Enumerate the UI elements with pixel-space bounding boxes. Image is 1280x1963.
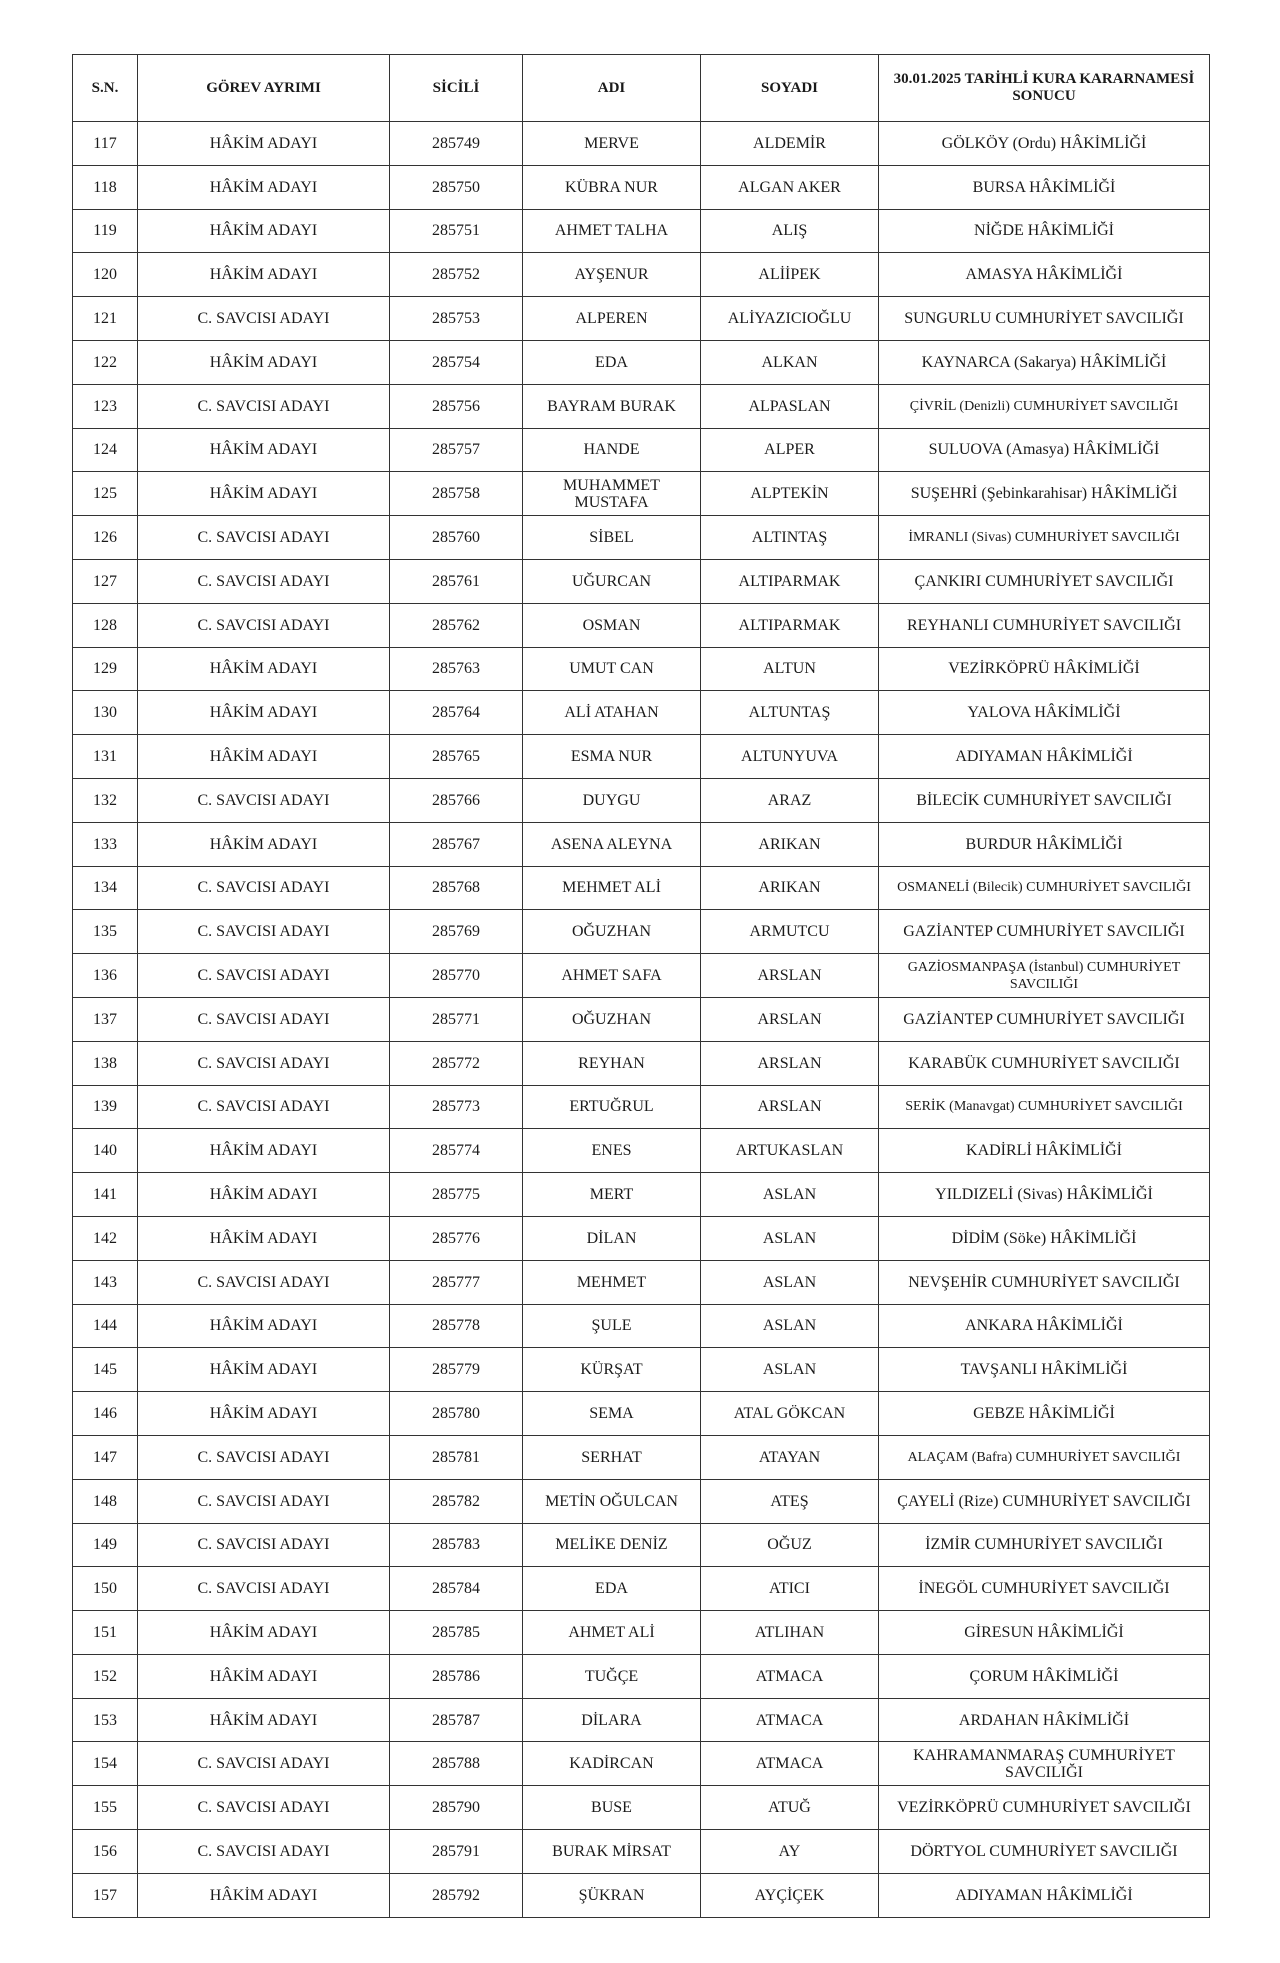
- cell-adi: AHMET SAFA: [523, 954, 701, 998]
- cell-gorev-ayrimi: HÂKİM ADAYI: [138, 209, 390, 253]
- cell-kura-sonucu: İNEGÖL CUMHURİYET SAVCILIĞI: [879, 1567, 1210, 1611]
- cell-sicili: 285792: [390, 1873, 523, 1917]
- cell-sn: 157: [73, 1873, 138, 1917]
- cell-kura-sonucu: ANKARA HÂKİMLİĞİ: [879, 1304, 1210, 1348]
- header-row: [73, 55, 1210, 122]
- document-sheet: [72, 54, 1209, 1918]
- cell-sicili: 285780: [390, 1392, 523, 1436]
- table-row: [73, 866, 1210, 910]
- cell-soyadi: AY: [701, 1830, 879, 1874]
- cell-sn: 146: [73, 1392, 138, 1436]
- cell-adi: OĞUZHAN: [523, 997, 701, 1041]
- table-row: [73, 1698, 1210, 1742]
- cell-adi: AHMET TALHA: [523, 209, 701, 253]
- cell-sicili: 285756: [390, 384, 523, 428]
- cell-kura-sonucu: YILDIZELİ (Sivas) HÂKİMLİĞİ: [879, 1173, 1210, 1217]
- cell-soyadi: OĞUZ: [701, 1523, 879, 1567]
- cell-gorev-ayrimi: HÂKİM ADAYI: [138, 1873, 390, 1917]
- header-adi: ADI: [523, 55, 701, 122]
- table-row: [73, 559, 1210, 603]
- cell-sicili: 285765: [390, 735, 523, 779]
- cell-kura-sonucu: BURDUR HÂKİMLİĞİ: [879, 822, 1210, 866]
- cell-gorev-ayrimi: HÂKİM ADAYI: [138, 1216, 390, 1260]
- cell-adi: MUHAMMET MUSTAFA: [523, 472, 701, 516]
- cell-sicili: 285788: [390, 1742, 523, 1786]
- table-row: [73, 735, 1210, 779]
- cell-sn: 132: [73, 778, 138, 822]
- cell-adi: EDA: [523, 1567, 701, 1611]
- cell-soyadi: ALTIPARMAK: [701, 559, 879, 603]
- cell-sn: 118: [73, 165, 138, 209]
- cell-gorev-ayrimi: HÂKİM ADAYI: [138, 735, 390, 779]
- cell-sicili: 285772: [390, 1041, 523, 1085]
- cell-sn: 119: [73, 209, 138, 253]
- cell-kura-sonucu: TAVŞANLI HÂKİMLİĞİ: [879, 1348, 1210, 1392]
- cell-gorev-ayrimi: HÂKİM ADAYI: [138, 647, 390, 691]
- cell-gorev-ayrimi: C. SAVCISI ADAYI: [138, 1435, 390, 1479]
- table-row: [73, 428, 1210, 472]
- table-row: [73, 1479, 1210, 1523]
- cell-sn: 131: [73, 735, 138, 779]
- table-row: [73, 1435, 1210, 1479]
- cell-kura-sonucu: GİRESUN HÂKİMLİĞİ: [879, 1611, 1210, 1655]
- cell-adi: BAYRAM BURAK: [523, 384, 701, 428]
- table-row: [73, 647, 1210, 691]
- table-row: [73, 1567, 1210, 1611]
- cell-sicili: 285753: [390, 297, 523, 341]
- cell-sicili: 285786: [390, 1654, 523, 1698]
- table-row: [73, 1129, 1210, 1173]
- cell-sn: 156: [73, 1830, 138, 1874]
- cell-gorev-ayrimi: C. SAVCISI ADAYI: [138, 954, 390, 998]
- cell-adi: METİN OĞULCAN: [523, 1479, 701, 1523]
- table-row: [73, 1085, 1210, 1129]
- cell-sicili: 285787: [390, 1698, 523, 1742]
- cell-kura-sonucu: GAZİANTEP CUMHURİYET SAVCILIĞI: [879, 997, 1210, 1041]
- cell-adi: KÜRŞAT: [523, 1348, 701, 1392]
- cell-sicili: 285760: [390, 516, 523, 560]
- cell-gorev-ayrimi: HÂKİM ADAYI: [138, 340, 390, 384]
- cell-sicili: 285771: [390, 997, 523, 1041]
- cell-gorev-ayrimi: C. SAVCISI ADAYI: [138, 1041, 390, 1085]
- cell-sicili: 285774: [390, 1129, 523, 1173]
- cell-adi: AYŞENUR: [523, 253, 701, 297]
- table-row: [73, 1260, 1210, 1304]
- cell-soyadi: ARSLAN: [701, 1085, 879, 1129]
- cell-sicili: 285762: [390, 603, 523, 647]
- cell-sn: 133: [73, 822, 138, 866]
- cell-sn: 144: [73, 1304, 138, 1348]
- cell-kura-sonucu: AMASYA HÂKİMLİĞİ: [879, 253, 1210, 297]
- cell-sicili: 285757: [390, 428, 523, 472]
- cell-kura-sonucu: ÇAYELİ (Rize) CUMHURİYET SAVCILIĞI: [879, 1479, 1210, 1523]
- table-row: [73, 384, 1210, 428]
- table-row: [73, 997, 1210, 1041]
- cell-sn: 136: [73, 954, 138, 998]
- cell-sn: 145: [73, 1348, 138, 1392]
- cell-kura-sonucu: YALOVA HÂKİMLİĞİ: [879, 691, 1210, 735]
- cell-kura-sonucu: SULUOVA (Amasya) HÂKİMLİĞİ: [879, 428, 1210, 472]
- cell-adi: MEHMET: [523, 1260, 701, 1304]
- cell-adi: SEMA: [523, 1392, 701, 1436]
- cell-kura-sonucu: ÇİVRİL (Denizli) CUMHURİYET SAVCILIĞI: [879, 384, 1210, 428]
- cell-gorev-ayrimi: HÂKİM ADAYI: [138, 1129, 390, 1173]
- cell-adi: ALİ ATAHAN: [523, 691, 701, 735]
- cell-kura-sonucu: ÇANKIRI CUMHURİYET SAVCILIĞI: [879, 559, 1210, 603]
- cell-kura-sonucu: GEBZE HÂKİMLİĞİ: [879, 1392, 1210, 1436]
- cell-kura-sonucu: SUNGURLU CUMHURİYET SAVCILIĞI: [879, 297, 1210, 341]
- cell-soyadi: ALTUN: [701, 647, 879, 691]
- cell-sicili: 285770: [390, 954, 523, 998]
- cell-kura-sonucu: BİLECİK CUMHURİYET SAVCILIĞI: [879, 778, 1210, 822]
- cell-sicili: 285764: [390, 691, 523, 735]
- cell-kura-sonucu: SERİK (Manavgat) CUMHURİYET SAVCILIĞI: [879, 1085, 1210, 1129]
- table-row: [73, 1041, 1210, 1085]
- cell-gorev-ayrimi: C. SAVCISI ADAYI: [138, 997, 390, 1041]
- cell-soyadi: ARSLAN: [701, 1041, 879, 1085]
- cell-sn: 129: [73, 647, 138, 691]
- cell-adi: OĞUZHAN: [523, 910, 701, 954]
- cell-sn: 147: [73, 1435, 138, 1479]
- table-row: [73, 1742, 1210, 1786]
- cell-adi: DİLAN: [523, 1216, 701, 1260]
- header-soyadi: SOYADI: [701, 55, 879, 122]
- cell-gorev-ayrimi: HÂKİM ADAYI: [138, 1654, 390, 1698]
- cell-sn: 135: [73, 910, 138, 954]
- cell-kura-sonucu: SUŞEHRİ (Şebinkarahisar) HÂKİMLİĞİ: [879, 472, 1210, 516]
- cell-sn: 127: [73, 559, 138, 603]
- cell-soyadi: ARSLAN: [701, 954, 879, 998]
- table-row: [73, 1873, 1210, 1917]
- cell-sicili: 285785: [390, 1611, 523, 1655]
- table-row: [73, 1348, 1210, 1392]
- cell-soyadi: ARMUTCU: [701, 910, 879, 954]
- cell-adi: ESMA NUR: [523, 735, 701, 779]
- cell-adi: KÜBRA NUR: [523, 165, 701, 209]
- cell-kura-sonucu: DÖRTYOL CUMHURİYET SAVCILIĞI: [879, 1830, 1210, 1874]
- cell-sn: 117: [73, 122, 138, 166]
- table-row: [73, 1523, 1210, 1567]
- cell-soyadi: ARSLAN: [701, 997, 879, 1041]
- cell-sicili: 285783: [390, 1523, 523, 1567]
- cell-kura-sonucu: VEZİRKÖPRÜ CUMHURİYET SAVCILIĞI: [879, 1786, 1210, 1830]
- cell-kura-sonucu: İZMİR CUMHURİYET SAVCILIĞI: [879, 1523, 1210, 1567]
- cell-sn: 153: [73, 1698, 138, 1742]
- cell-sn: 123: [73, 384, 138, 428]
- cell-gorev-ayrimi: HÂKİM ADAYI: [138, 472, 390, 516]
- cell-soyadi: ATUĞ: [701, 1786, 879, 1830]
- header-kura-sonucu: 30.01.2025 TARİHLİ KURA KARARNAMESİ SONUCU: [879, 55, 1210, 122]
- cell-gorev-ayrimi: HÂKİM ADAYI: [138, 428, 390, 472]
- cell-sicili: 285775: [390, 1173, 523, 1217]
- cell-gorev-ayrimi: C. SAVCISI ADAYI: [138, 384, 390, 428]
- cell-sn: 125: [73, 472, 138, 516]
- table-row: [73, 340, 1210, 384]
- cell-adi: REYHAN: [523, 1041, 701, 1085]
- cell-sn: 140: [73, 1129, 138, 1173]
- cell-gorev-ayrimi: HÂKİM ADAYI: [138, 253, 390, 297]
- cell-gorev-ayrimi: C. SAVCISI ADAYI: [138, 866, 390, 910]
- cell-sicili: 285784: [390, 1567, 523, 1611]
- cell-adi: MEHMET ALİ: [523, 866, 701, 910]
- cell-soyadi: ALPTEKİN: [701, 472, 879, 516]
- header-sn: S.N.: [73, 55, 138, 122]
- cell-sn: 154: [73, 1742, 138, 1786]
- table-row: [73, 1392, 1210, 1436]
- cell-soyadi: ATAL GÖKCAN: [701, 1392, 879, 1436]
- cell-soyadi: ALDEMİR: [701, 122, 879, 166]
- cell-gorev-ayrimi: HÂKİM ADAYI: [138, 1698, 390, 1742]
- cell-soyadi: ALİİPEK: [701, 253, 879, 297]
- cell-kura-sonucu: ALAÇAM (Bafra) CUMHURİYET SAVCILIĞI: [879, 1435, 1210, 1479]
- cell-kura-sonucu: DİDİM (Söke) HÂKİMLİĞİ: [879, 1216, 1210, 1260]
- cell-gorev-ayrimi: HÂKİM ADAYI: [138, 822, 390, 866]
- cell-sicili: 285777: [390, 1260, 523, 1304]
- cell-kura-sonucu: ADIYAMAN HÂKİMLİĞİ: [879, 735, 1210, 779]
- table-row: [73, 1173, 1210, 1217]
- table-row: [73, 122, 1210, 166]
- cell-sicili: 285776: [390, 1216, 523, 1260]
- cell-soyadi: ATAYAN: [701, 1435, 879, 1479]
- cell-gorev-ayrimi: C. SAVCISI ADAYI: [138, 1523, 390, 1567]
- table-row: [73, 165, 1210, 209]
- cell-adi: OSMAN: [523, 603, 701, 647]
- cell-soyadi: ALTIPARMAK: [701, 603, 879, 647]
- cell-adi: UĞURCAN: [523, 559, 701, 603]
- table-row: [73, 822, 1210, 866]
- cell-soyadi: ALIŞ: [701, 209, 879, 253]
- cell-kura-sonucu: KADİRLİ HÂKİMLİĞİ: [879, 1129, 1210, 1173]
- table-row: [73, 603, 1210, 647]
- cell-soyadi: ASLAN: [701, 1260, 879, 1304]
- table-header: [73, 55, 1210, 122]
- cell-sicili: 285754: [390, 340, 523, 384]
- cell-adi: MERVE: [523, 122, 701, 166]
- table-row: [73, 1216, 1210, 1260]
- cell-soyadi: ARTUKASLAN: [701, 1129, 879, 1173]
- cell-kura-sonucu: ÇORUM HÂKİMLİĞİ: [879, 1654, 1210, 1698]
- cell-soyadi: ALKAN: [701, 340, 879, 384]
- table-body: [73, 122, 1210, 1918]
- cell-soyadi: ATICI: [701, 1567, 879, 1611]
- cell-gorev-ayrimi: HÂKİM ADAYI: [138, 1304, 390, 1348]
- header-gorev-ayrimi: GÖREV AYRIMI: [138, 55, 390, 122]
- cell-soyadi: ATMACA: [701, 1742, 879, 1786]
- cell-soyadi: ALTINTAŞ: [701, 516, 879, 560]
- cell-adi: SİBEL: [523, 516, 701, 560]
- cell-adi: BUSE: [523, 1786, 701, 1830]
- cell-soyadi: ASLAN: [701, 1348, 879, 1392]
- cell-adi: KADİRCAN: [523, 1742, 701, 1786]
- cell-soyadi: ARAZ: [701, 778, 879, 822]
- table-row: [73, 691, 1210, 735]
- cell-gorev-ayrimi: C. SAVCISI ADAYI: [138, 1479, 390, 1523]
- cell-gorev-ayrimi: C. SAVCISI ADAYI: [138, 516, 390, 560]
- cell-gorev-ayrimi: HÂKİM ADAYI: [138, 165, 390, 209]
- cell-soyadi: ATMACA: [701, 1698, 879, 1742]
- cell-sicili: 285752: [390, 253, 523, 297]
- cell-gorev-ayrimi: HÂKİM ADAYI: [138, 1392, 390, 1436]
- cell-adi: HANDE: [523, 428, 701, 472]
- cell-sicili: 285779: [390, 1348, 523, 1392]
- cell-soyadi: ASLAN: [701, 1216, 879, 1260]
- cell-sicili: 285766: [390, 778, 523, 822]
- table-row: [73, 778, 1210, 822]
- cell-soyadi: ASLAN: [701, 1173, 879, 1217]
- table-row: [73, 297, 1210, 341]
- table-row: [73, 1611, 1210, 1655]
- table-row: [73, 516, 1210, 560]
- cell-gorev-ayrimi: C. SAVCISI ADAYI: [138, 1567, 390, 1611]
- cell-adi: SERHAT: [523, 1435, 701, 1479]
- cell-gorev-ayrimi: C. SAVCISI ADAYI: [138, 910, 390, 954]
- cell-adi: AHMET ALİ: [523, 1611, 701, 1655]
- cell-sicili: 285749: [390, 122, 523, 166]
- cell-soyadi: ALİYAZICIOĞLU: [701, 297, 879, 341]
- cell-sn: 149: [73, 1523, 138, 1567]
- cell-kura-sonucu: NEVŞEHİR CUMHURİYET SAVCILIĞI: [879, 1260, 1210, 1304]
- cell-sn: 137: [73, 997, 138, 1041]
- cell-adi: ASENA ALEYNA: [523, 822, 701, 866]
- cell-sicili: 285773: [390, 1085, 523, 1129]
- cell-soyadi: ARIKAN: [701, 866, 879, 910]
- cell-gorev-ayrimi: C. SAVCISI ADAYI: [138, 1085, 390, 1129]
- cell-adi: ENES: [523, 1129, 701, 1173]
- cell-gorev-ayrimi: HÂKİM ADAYI: [138, 1348, 390, 1392]
- cell-sicili: 285761: [390, 559, 523, 603]
- cell-adi: ŞÜKRAN: [523, 1873, 701, 1917]
- cell-kura-sonucu: NİĞDE HÂKİMLİĞİ: [879, 209, 1210, 253]
- cell-kura-sonucu: BURSA HÂKİMLİĞİ: [879, 165, 1210, 209]
- cell-gorev-ayrimi: HÂKİM ADAYI: [138, 1611, 390, 1655]
- cell-sn: 121: [73, 297, 138, 341]
- cell-adi: MELİKE DENİZ: [523, 1523, 701, 1567]
- cell-gorev-ayrimi: HÂKİM ADAYI: [138, 691, 390, 735]
- cell-sicili: 285758: [390, 472, 523, 516]
- cell-gorev-ayrimi: HÂKİM ADAYI: [138, 1173, 390, 1217]
- table-row: [73, 1786, 1210, 1830]
- cell-adi: DİLARA: [523, 1698, 701, 1742]
- cell-soyadi: ATEŞ: [701, 1479, 879, 1523]
- cell-gorev-ayrimi: C. SAVCISI ADAYI: [138, 1260, 390, 1304]
- cell-adi: TUĞÇE: [523, 1654, 701, 1698]
- cell-kura-sonucu: REYHANLI CUMHURİYET SAVCILIĞI: [879, 603, 1210, 647]
- table-row: [73, 472, 1210, 516]
- cell-sicili: 285778: [390, 1304, 523, 1348]
- cell-gorev-ayrimi: C. SAVCISI ADAYI: [138, 1830, 390, 1874]
- cell-sicili: 285763: [390, 647, 523, 691]
- assignment-table: [72, 54, 1210, 1918]
- cell-sn: 139: [73, 1085, 138, 1129]
- cell-sn: 151: [73, 1611, 138, 1655]
- cell-sn: 152: [73, 1654, 138, 1698]
- cell-kura-sonucu: İMRANLI (Sivas) CUMHURİYET SAVCILIĞI: [879, 516, 1210, 560]
- cell-sn: 120: [73, 253, 138, 297]
- cell-sicili: 285751: [390, 209, 523, 253]
- cell-sn: 130: [73, 691, 138, 735]
- cell-adi: ERTUĞRUL: [523, 1085, 701, 1129]
- cell-sn: 155: [73, 1786, 138, 1830]
- cell-soyadi: ARIKAN: [701, 822, 879, 866]
- cell-sn: 142: [73, 1216, 138, 1260]
- cell-kura-sonucu: KARABÜK CUMHURİYET SAVCILIĞI: [879, 1041, 1210, 1085]
- cell-kura-sonucu: OSMANELİ (Bilecik) CUMHURİYET SAVCILIĞI: [879, 866, 1210, 910]
- cell-sicili: 285767: [390, 822, 523, 866]
- cell-sicili: 285782: [390, 1479, 523, 1523]
- cell-soyadi: ATMACA: [701, 1654, 879, 1698]
- cell-kura-sonucu: KAHRAMANMARAŞ CUMHURİYET SAVCILIĞI: [879, 1742, 1210, 1786]
- cell-sn: 126: [73, 516, 138, 560]
- cell-adi: DUYGU: [523, 778, 701, 822]
- cell-soyadi: ATLIHAN: [701, 1611, 879, 1655]
- cell-soyadi: AYÇİÇEK: [701, 1873, 879, 1917]
- header-sicili: SİCİLİ: [390, 55, 523, 122]
- cell-soyadi: ALGAN AKER: [701, 165, 879, 209]
- cell-sn: 122: [73, 340, 138, 384]
- cell-kura-sonucu: GAZİANTEP CUMHURİYET SAVCILIĞI: [879, 910, 1210, 954]
- cell-gorev-ayrimi: C. SAVCISI ADAYI: [138, 297, 390, 341]
- cell-gorev-ayrimi: C. SAVCISI ADAYI: [138, 1742, 390, 1786]
- cell-gorev-ayrimi: C. SAVCISI ADAYI: [138, 559, 390, 603]
- cell-adi: EDA: [523, 340, 701, 384]
- table-row: [73, 1654, 1210, 1698]
- cell-gorev-ayrimi: C. SAVCISI ADAYI: [138, 778, 390, 822]
- cell-soyadi: ASLAN: [701, 1304, 879, 1348]
- cell-sn: 148: [73, 1479, 138, 1523]
- cell-sn: 128: [73, 603, 138, 647]
- cell-sn: 134: [73, 866, 138, 910]
- table-row: [73, 1304, 1210, 1348]
- cell-soyadi: ALTUNYUVA: [701, 735, 879, 779]
- table-row: [73, 910, 1210, 954]
- cell-adi: UMUT CAN: [523, 647, 701, 691]
- cell-sicili: 285750: [390, 165, 523, 209]
- cell-kura-sonucu: KAYNARCA (Sakarya) HÂKİMLİĞİ: [879, 340, 1210, 384]
- cell-soyadi: ALPER: [701, 428, 879, 472]
- cell-sn: 141: [73, 1173, 138, 1217]
- table-row: [73, 1830, 1210, 1874]
- table-row: [73, 253, 1210, 297]
- cell-soyadi: ALTUNTAŞ: [701, 691, 879, 735]
- cell-sicili: 285781: [390, 1435, 523, 1479]
- cell-sn: 143: [73, 1260, 138, 1304]
- cell-sn: 124: [73, 428, 138, 472]
- cell-sn: 150: [73, 1567, 138, 1611]
- cell-sicili: 285769: [390, 910, 523, 954]
- cell-kura-sonucu: VEZİRKÖPRÜ HÂKİMLİĞİ: [879, 647, 1210, 691]
- cell-sn: 138: [73, 1041, 138, 1085]
- cell-sicili: 285790: [390, 1786, 523, 1830]
- table-row: [73, 209, 1210, 253]
- cell-gorev-ayrimi: C. SAVCISI ADAYI: [138, 1786, 390, 1830]
- cell-adi: BURAK MİRSAT: [523, 1830, 701, 1874]
- cell-soyadi: ALPASLAN: [701, 384, 879, 428]
- cell-sicili: 285791: [390, 1830, 523, 1874]
- cell-adi: MERT: [523, 1173, 701, 1217]
- cell-adi: ALPEREN: [523, 297, 701, 341]
- cell-kura-sonucu: ARDAHAN HÂKİMLİĞİ: [879, 1698, 1210, 1742]
- cell-kura-sonucu: GÖLKÖY (Ordu) HÂKİMLİĞİ: [879, 122, 1210, 166]
- table-row: [73, 954, 1210, 998]
- cell-gorev-ayrimi: C. SAVCISI ADAYI: [138, 603, 390, 647]
- cell-sicili: 285768: [390, 866, 523, 910]
- cell-kura-sonucu: ADIYAMAN HÂKİMLİĞİ: [879, 1873, 1210, 1917]
- cell-adi: ŞULE: [523, 1304, 701, 1348]
- cell-kura-sonucu: GAZİOSMANPAŞA (İstanbul) CUMHURİYET SAVCILIĞI: [879, 954, 1210, 998]
- cell-gorev-ayrimi: HÂKİM ADAYI: [138, 122, 390, 166]
